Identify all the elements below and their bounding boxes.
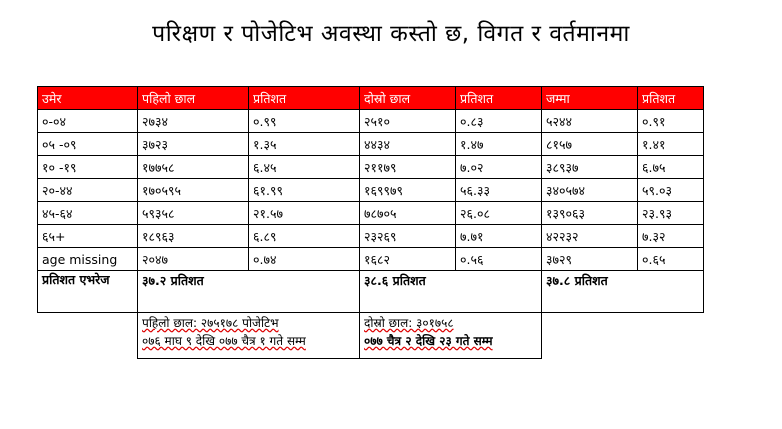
cell: ६१.९९	[249, 179, 360, 202]
average-row	[38, 271, 704, 313]
cell: २०-४४	[38, 179, 138, 202]
cell: १३९०६३	[542, 202, 638, 225]
cell: १.४७	[456, 133, 542, 156]
cell: ६.८९	[249, 225, 360, 248]
cell: ०.९१	[638, 110, 704, 133]
cell: ५२४४	[542, 110, 638, 133]
cell: ७.७१	[456, 225, 542, 248]
table-row	[38, 179, 704, 202]
cell: ०.८३	[456, 110, 542, 133]
header-first-wave: पहिलो छाल	[138, 87, 249, 110]
cell: २६.०८	[456, 202, 542, 225]
cell: ३४०५७४	[542, 179, 638, 202]
cell: १७७५८	[138, 156, 249, 179]
average-label: प्रतिशत एभरेज	[38, 271, 138, 313]
table-row	[38, 133, 704, 156]
cell: ४५-६४	[38, 202, 138, 225]
cell: ४४३४	[360, 133, 456, 156]
header-total: जम्मा	[542, 87, 638, 110]
empty-cell	[38, 313, 138, 359]
cell: ६.४५	[249, 156, 360, 179]
average-total: ३७.८ प्रतिशत	[542, 271, 704, 313]
second-wave-note-line1: दोस्रो छाल: ३०१७५८	[364, 316, 454, 330]
cell: ०.९९	[249, 110, 360, 133]
table-row	[38, 156, 704, 179]
table-row	[38, 248, 704, 271]
cell: ५९३५८	[138, 202, 249, 225]
cell: २११७९	[360, 156, 456, 179]
cell: २०४७	[138, 248, 249, 271]
cell: २१.५७	[249, 202, 360, 225]
cell: ३८९३७	[542, 156, 638, 179]
header-age: उमेर	[38, 87, 138, 110]
empty-cell	[542, 313, 704, 359]
cell: १६९९७९	[360, 179, 456, 202]
cell: ७.३२	[638, 225, 704, 248]
first-wave-note-line2: ०७६ माघ ९ देखि ०७७ चैत्र १ गते सम्म	[142, 334, 306, 348]
cell: ०.५६	[456, 248, 542, 271]
cell: ०.६५	[638, 248, 704, 271]
cell: ०५ -०९	[38, 133, 138, 156]
cell: १.३५	[249, 133, 360, 156]
cell: २३२६९	[360, 225, 456, 248]
cell: १८९६३	[138, 225, 249, 248]
cell: ८१५७	[542, 133, 638, 156]
cell: २७३४	[138, 110, 249, 133]
cell: age missing	[38, 248, 138, 271]
cell: ६५+	[38, 225, 138, 248]
cell: ३७२३	[138, 133, 249, 156]
cell: ०-०४	[38, 110, 138, 133]
average-second-wave: ३८.६ प्रतिशत	[360, 271, 542, 313]
second-wave-note-line2: ०७७ चैत्र २ देखि २३ गते सम्म	[364, 334, 493, 348]
cell: २३.९३	[638, 202, 704, 225]
cell: १६८२	[360, 248, 456, 271]
second-wave-note	[360, 313, 542, 359]
cell: ७.०२	[456, 156, 542, 179]
page-title: परिक्षण र पोजेटिभ अवस्था कस्तो छ, विगत र वर्तमानमा	[152, 21, 630, 47]
header-second-wave: दोस्रो छाल	[360, 87, 456, 110]
header-percent-second: प्रतिशत	[456, 87, 542, 110]
header-percent-total: प्रतिशत	[638, 87, 704, 110]
cell: ३७२९	[542, 248, 638, 271]
cell: १० -१९	[38, 156, 138, 179]
table-row	[38, 202, 704, 225]
first-wave-note-line1: पहिलो छाल: २७५१७८ पोजेटिभ	[142, 316, 279, 330]
cell: २५१०	[360, 110, 456, 133]
cell: ५९.०३	[638, 179, 704, 202]
table-row	[38, 110, 704, 133]
cell: ५६.३३	[456, 179, 542, 202]
first-wave-note	[138, 313, 360, 359]
cell: ४२२३२	[542, 225, 638, 248]
positivity-table	[37, 86, 704, 359]
cell: ६.७५	[638, 156, 704, 179]
header-percent-first: प्रतिशत	[249, 87, 360, 110]
notes-row	[38, 313, 704, 359]
cell: १.४१	[638, 133, 704, 156]
cell: ०.७४	[249, 248, 360, 271]
average-first-wave: ३७.२ प्रतिशत	[138, 271, 360, 313]
table-row	[38, 225, 704, 248]
cell: ७८७०५	[360, 202, 456, 225]
table-header-row	[38, 87, 704, 110]
cell: १७०५९५	[138, 179, 249, 202]
